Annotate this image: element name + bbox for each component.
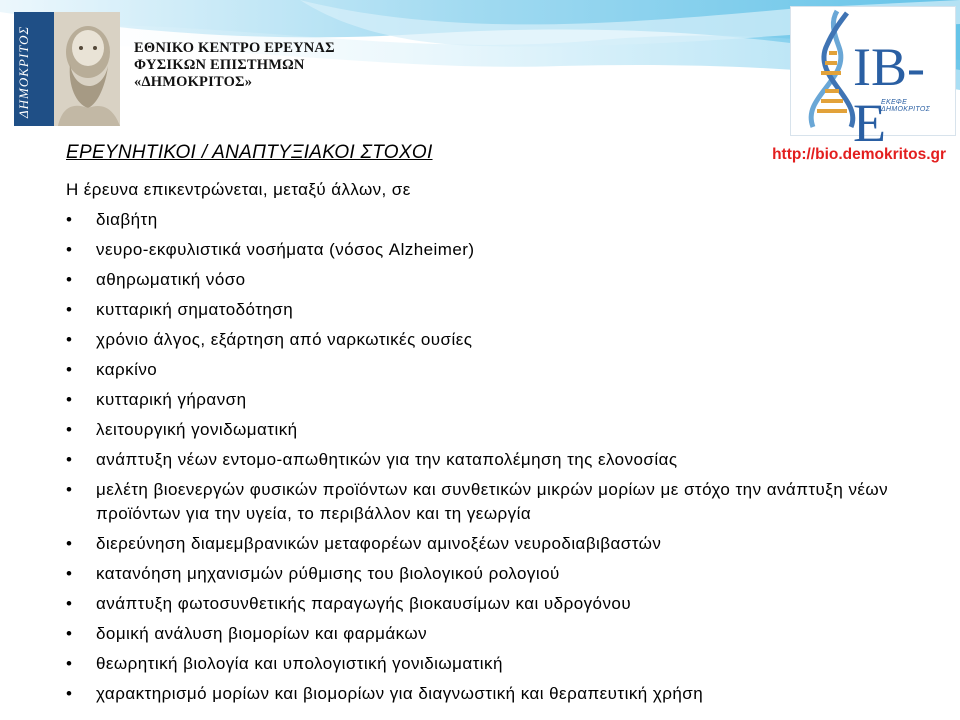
list-item: [66, 268, 936, 292]
bullet-icon: •: [66, 300, 73, 319]
list-item-text: καρκίνο: [96, 360, 158, 379]
bullet-icon: •: [66, 240, 73, 259]
list-item-text: κατανόηση μηχανισμών ρύθμισης του βιολογικού ρολογιού: [96, 564, 560, 583]
list-item-text: ανάπτυξη νέων εντομο-απωθητικών για την καταπολέμηση της ελονοσίας: [96, 450, 678, 469]
list-item-text: κυτταρική γήρανση: [96, 390, 247, 409]
list-item: [66, 298, 936, 322]
bullet-icon: •: [66, 534, 73, 553]
institution-line-2: ΦΥΣΙΚΩΝ ΕΠΙΣΤΗΜΩΝ: [134, 57, 305, 73]
list-item-text: ανάπτυξη φωτοσυνθετικής παραγωγής βιοκαυσίμων και υδρογόνου: [96, 594, 632, 613]
democritus-logo: [14, 12, 120, 126]
list-item: [66, 238, 936, 262]
bullet-icon: •: [66, 624, 73, 643]
research-goals-list: [66, 208, 936, 712]
bullet-icon: •: [66, 450, 73, 469]
list-item-text: μελέτη βιοενεργών φυσικών προϊόντων και συνθετικών μικρών μορίων με στόχο την ανάπτυξη νέων προϊόντων για την υγεία, το περιβάλλον και τη γεωργία: [96, 480, 889, 523]
list-item: [66, 682, 936, 706]
list-item-text: νευρο-εκφυλιστικά νοσήματα (νόσος Alzheimer): [96, 240, 475, 259]
list-item: [66, 388, 936, 412]
website-link[interactable]: http://bio.demokritos.gr: [772, 146, 946, 163]
institution-line-1: ΕΘΝΙΚΟ ΚΕΝΤΡΟ ΕΡΕΥΝΑΣ: [134, 40, 335, 56]
bullet-icon: •: [66, 480, 73, 499]
list-item-text: διερεύνηση διαμεμβρανικών μεταφορέων αμινοξέων νευροδιαβιβαστών: [96, 534, 662, 553]
list-item-text: διαβήτη: [96, 210, 158, 229]
institution-line-3: «ΔΗΜΟΚΡΙΤΟΣ»: [134, 74, 253, 90]
list-item: [66, 358, 936, 382]
bullet-icon: •: [66, 330, 73, 349]
list-item-text: αθηρωματική νόσο: [96, 270, 246, 289]
list-item: [66, 562, 936, 586]
bullet-icon: •: [66, 270, 73, 289]
list-item: [66, 622, 936, 646]
list-item-text: χαρακτηρισμό μορίων και βιομορίων για διαγνωστική και θεραπευτική χρήση: [96, 684, 704, 703]
list-item: [66, 208, 936, 232]
bullet-icon: •: [66, 210, 73, 229]
list-item-text: θεωρητική βιολογία και υπολογιστική γονιδιωματική: [96, 654, 503, 673]
bullet-icon: •: [66, 360, 73, 379]
list-item: [66, 532, 936, 556]
ibe-logo: [790, 6, 956, 153]
list-item: [66, 652, 936, 676]
bullet-icon: •: [66, 564, 73, 583]
list-item: [66, 478, 936, 526]
intro-text: Η έρευνα επικεντρώνεται, μεταξύ άλλων, σε: [66, 180, 411, 199]
list-item: [66, 592, 936, 616]
logo-vertical-text: ΔΗΜΟΚΡΙΤΟΣ: [16, 25, 31, 118]
list-item-text: κυτταρική σηματοδότηση: [96, 300, 294, 319]
bullet-icon: •: [66, 420, 73, 439]
list-item-text: δομική ανάλυση βιομορίων και φαρμάκων: [96, 624, 428, 643]
page-title: ΕΡΕΥΝΗΤΙΚΟΙ / ΑΝΑΠΤΥΞΙΑΚΟΙ ΣΤΟΧΟΙ: [66, 142, 433, 163]
institution-name: [134, 40, 335, 91]
ibe-logo-subtitle: ΕΚΕΦΕ ΔΗΜΟΚΡΙΤΟΣ: [881, 99, 931, 113]
bullet-icon: •: [66, 390, 73, 409]
ibe-logo-title: ΙΒ-Ε: [853, 37, 925, 153]
list-item: [66, 448, 936, 472]
list-item: [66, 328, 936, 352]
bullet-icon: •: [66, 684, 73, 703]
list-item: [66, 418, 936, 442]
list-item-text: χρόνιο άλγος, εξάρτηση από ναρκωτικές ουσίες: [96, 330, 473, 349]
list-item-text: λειτουργική γονιδωματική: [96, 420, 298, 439]
bullet-icon: •: [66, 594, 73, 613]
bullet-icon: •: [66, 654, 73, 673]
